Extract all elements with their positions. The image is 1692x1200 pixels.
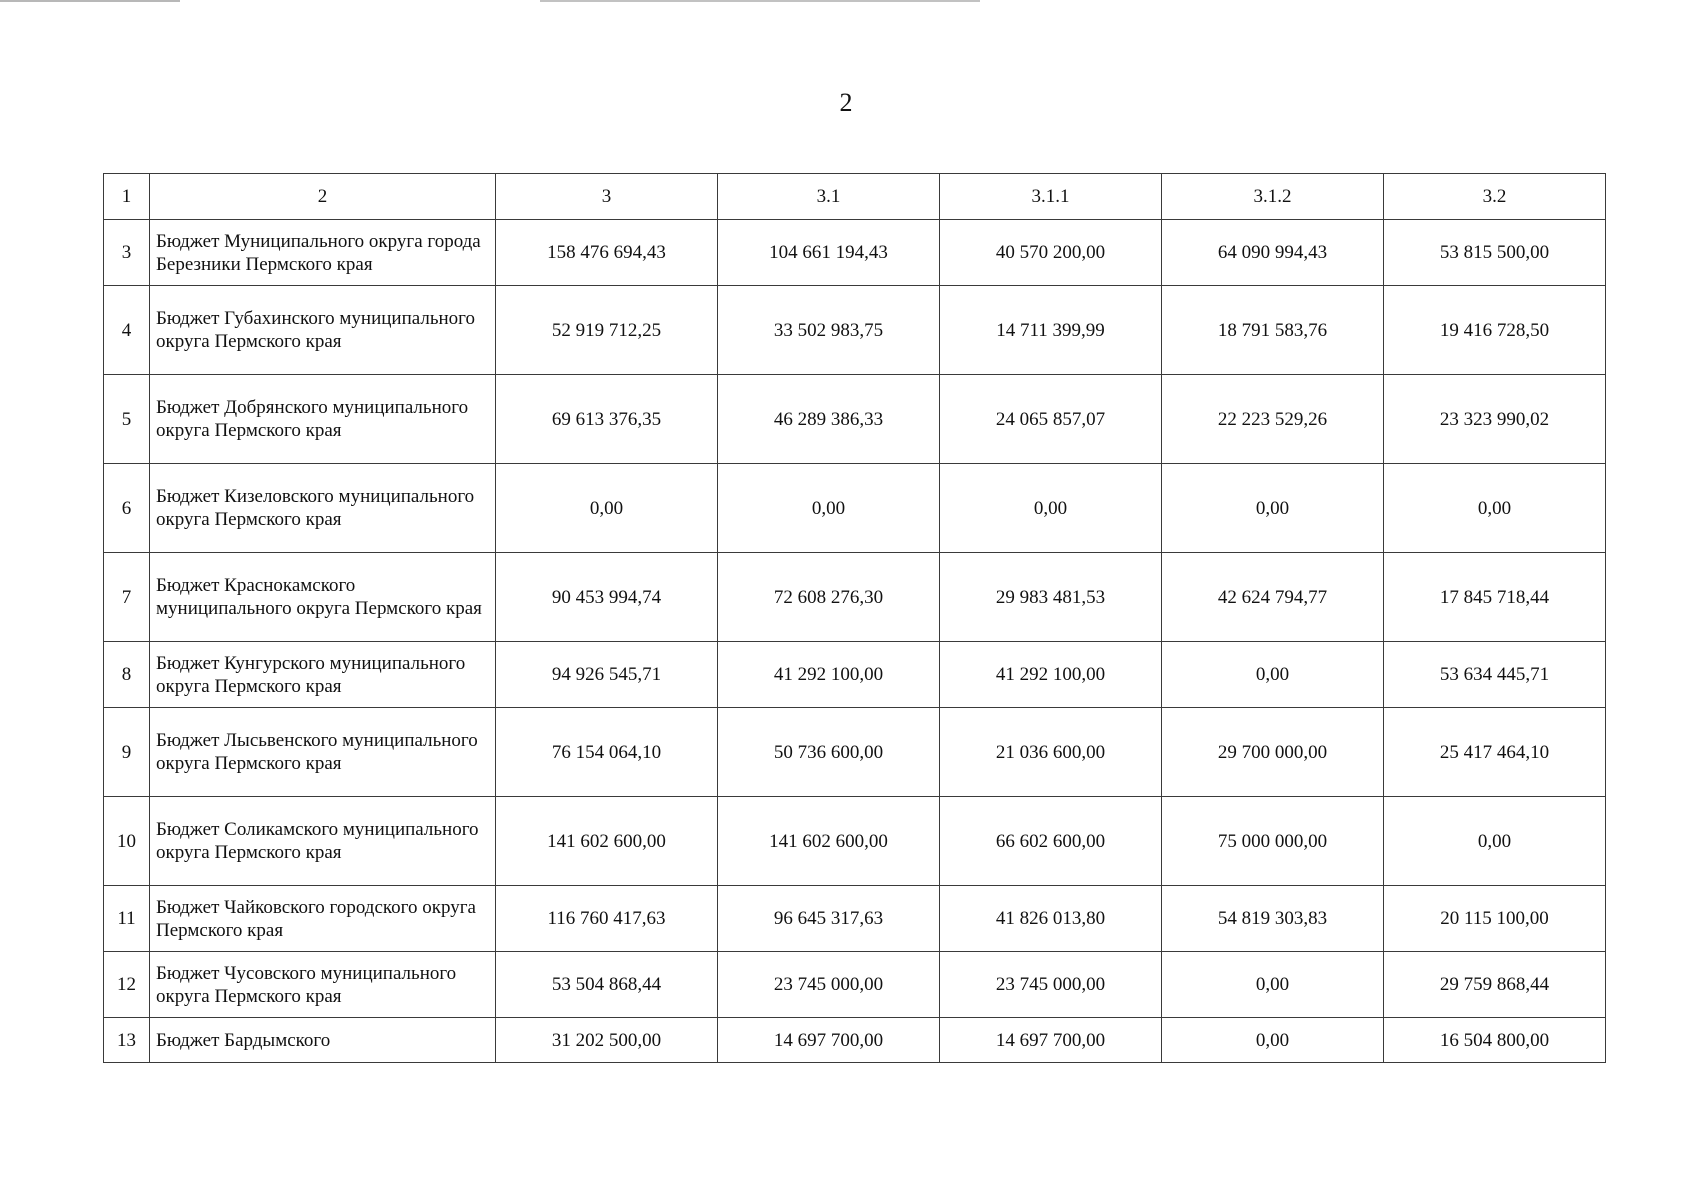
value-3-1-2: 54 819 303,83 xyxy=(1162,886,1384,952)
table-row xyxy=(104,886,1606,952)
value-3-1-2: 42 624 794,77 xyxy=(1162,553,1384,642)
header-cell-3-1: 3.1 xyxy=(718,174,940,220)
table-row xyxy=(104,220,1606,286)
total-value: 141 602 600,00 xyxy=(496,797,718,886)
value-3-1: 14 697 700,00 xyxy=(718,1018,940,1063)
value-3-1: 0,00 xyxy=(718,464,940,553)
table-row xyxy=(104,797,1606,886)
value-3-1-2: 18 791 583,76 xyxy=(1162,286,1384,375)
total-value: 31 202 500,00 xyxy=(496,1018,718,1063)
value-3-1: 23 745 000,00 xyxy=(718,952,940,1018)
value-3-1-2: 75 000 000,00 xyxy=(1162,797,1384,886)
value-3-2: 29 759 868,44 xyxy=(1384,952,1606,1018)
header-row xyxy=(104,174,1606,220)
budget-name: Бюджет Краснокамского муниципального округа Пермского края xyxy=(150,553,496,642)
value-3-1-1: 0,00 xyxy=(940,464,1162,553)
row-index: 8 xyxy=(104,642,150,708)
page-number: 2 xyxy=(839,88,853,117)
row-index: 6 xyxy=(104,464,150,553)
budget-name: Бюджет Кизеловского муниципального округа Пермского края xyxy=(150,464,496,553)
row-index: 4 xyxy=(104,286,150,375)
value-3-1-1: 24 065 857,07 xyxy=(940,375,1162,464)
value-3-1-1: 14 697 700,00 xyxy=(940,1018,1162,1063)
header-cell-2: 2 xyxy=(150,174,496,220)
value-3-1-1: 29 983 481,53 xyxy=(940,553,1162,642)
value-3-2: 20 115 100,00 xyxy=(1384,886,1606,952)
budget-name: Бюджет Добрянского муниципального округа Пермского края xyxy=(150,375,496,464)
value-3-1-1: 41 292 100,00 xyxy=(940,642,1162,708)
total-value: 94 926 545,71 xyxy=(496,642,718,708)
value-3-1: 46 289 386,33 xyxy=(718,375,940,464)
value-3-1-2: 0,00 xyxy=(1162,952,1384,1018)
value-3-1: 96 645 317,63 xyxy=(718,886,940,952)
value-3-1-1: 14 711 399,99 xyxy=(940,286,1162,375)
budget-name: Бюджет Чусовского муниципального округа Пермского края xyxy=(150,952,496,1018)
table-row xyxy=(104,464,1606,553)
table-row xyxy=(104,286,1606,375)
value-3-2: 0,00 xyxy=(1384,797,1606,886)
header-cell-3-1-2: 3.1.2 xyxy=(1162,174,1384,220)
total-value: 90 453 994,74 xyxy=(496,553,718,642)
value-3-1: 141 602 600,00 xyxy=(718,797,940,886)
row-index: 3 xyxy=(104,220,150,286)
value-3-2: 16 504 800,00 xyxy=(1384,1018,1606,1063)
value-3-1: 33 502 983,75 xyxy=(718,286,940,375)
table-row xyxy=(104,375,1606,464)
total-value: 116 760 417,63 xyxy=(496,886,718,952)
value-3-2: 0,00 xyxy=(1384,464,1606,553)
value-3-1: 72 608 276,30 xyxy=(718,553,940,642)
value-3-1-1: 41 826 013,80 xyxy=(940,886,1162,952)
header-cell-1: 1 xyxy=(104,174,150,220)
row-index: 5 xyxy=(104,375,150,464)
budget-name: Бюджет Соликамского муниципального округа Пермского края xyxy=(150,797,496,886)
budget-table xyxy=(103,173,1606,1063)
total-value: 69 613 376,35 xyxy=(496,375,718,464)
value-3-1-1: 21 036 600,00 xyxy=(940,708,1162,797)
total-value: 76 154 064,10 xyxy=(496,708,718,797)
total-value: 52 919 712,25 xyxy=(496,286,718,375)
value-3-1: 50 736 600,00 xyxy=(718,708,940,797)
table-row xyxy=(104,952,1606,1018)
value-3-1-1: 40 570 200,00 xyxy=(940,220,1162,286)
value-3-2: 17 845 718,44 xyxy=(1384,553,1606,642)
value-3-1-2: 29 700 000,00 xyxy=(1162,708,1384,797)
value-3-2: 19 416 728,50 xyxy=(1384,286,1606,375)
value-3-1: 104 661 194,43 xyxy=(718,220,940,286)
budget-name: Бюджет Лысьвенского муниципального округа Пермского края xyxy=(150,708,496,797)
row-index: 7 xyxy=(104,553,150,642)
value-3-1-2: 64 090 994,43 xyxy=(1162,220,1384,286)
row-index: 11 xyxy=(104,886,150,952)
budget-name: Бюджет Губахинского муниципального округа Пермского края xyxy=(150,286,496,375)
header-cell-3-2: 3.2 xyxy=(1384,174,1606,220)
table-row xyxy=(104,708,1606,797)
total-value: 53 504 868,44 xyxy=(496,952,718,1018)
scan-edge xyxy=(0,0,1692,2)
value-3-1-1: 23 745 000,00 xyxy=(940,952,1162,1018)
budget-name: Бюджет Бардымского xyxy=(150,1018,496,1063)
row-index: 13 xyxy=(104,1018,150,1063)
row-index: 12 xyxy=(104,952,150,1018)
value-3-1-2: 22 223 529,26 xyxy=(1162,375,1384,464)
table-row xyxy=(104,1018,1606,1063)
value-3-2: 53 634 445,71 xyxy=(1384,642,1606,708)
table-row xyxy=(104,642,1606,708)
budget-name: Бюджет Муниципального округа города Березники Пермского края xyxy=(150,220,496,286)
value-3-1: 41 292 100,00 xyxy=(718,642,940,708)
row-index: 10 xyxy=(104,797,150,886)
total-value: 158 476 694,43 xyxy=(496,220,718,286)
value-3-1-2: 0,00 xyxy=(1162,642,1384,708)
value-3-1-2: 0,00 xyxy=(1162,464,1384,553)
header-cell-3: 3 xyxy=(496,174,718,220)
value-3-2: 23 323 990,02 xyxy=(1384,375,1606,464)
value-3-2: 53 815 500,00 xyxy=(1384,220,1606,286)
row-index: 9 xyxy=(104,708,150,797)
budget-name: Бюджет Кунгурского муниципального округа Пермского края xyxy=(150,642,496,708)
total-value: 0,00 xyxy=(496,464,718,553)
header-cell-3-1-1: 3.1.1 xyxy=(940,174,1162,220)
value-3-2: 25 417 464,10 xyxy=(1384,708,1606,797)
table-row xyxy=(104,553,1606,642)
value-3-1-2: 0,00 xyxy=(1162,1018,1384,1063)
value-3-1-1: 66 602 600,00 xyxy=(940,797,1162,886)
budget-name: Бюджет Чайковского городского округа Пермского края xyxy=(150,886,496,952)
